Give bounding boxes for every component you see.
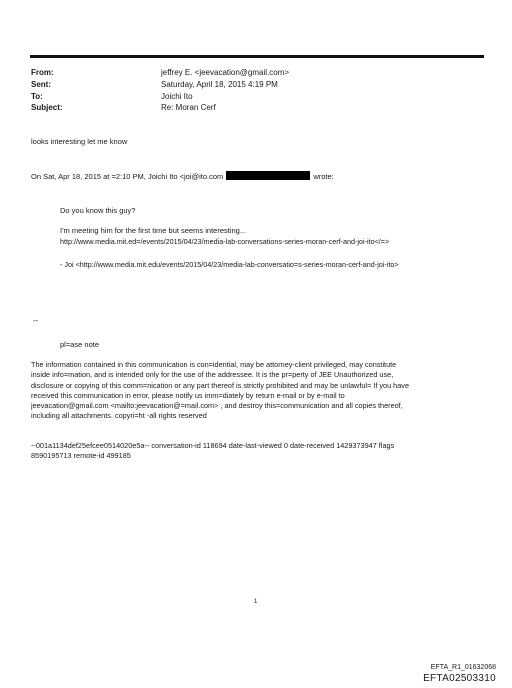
quoted-line-2: I'm meeting him for the first time but seems interesting... [60,226,247,235]
bates-stamp-1: EFTA_R1_01632068 [430,664,496,671]
metadata [31,441,394,462]
disclaimer-line: disclosure or copying of this comm=nication or any part thereof is strictly prohibited and may be unlawful= If you have [31,380,410,390]
reply-text: looks interesting let me know [31,137,128,146]
to-value: Joichi Ito [161,92,193,101]
metadata-line: --001a1134def25efcee0514020e5a-- conversation-id 118694 date-last-viewed 0 date-received 1429373947 flags [31,441,395,450]
header-rule [30,55,484,58]
bates-stamp-2: EFTA02503310 [423,673,496,684]
from-label: From: [31,68,54,77]
disclaimer-line: including all attachments. copyri=ht -all rights reserved [31,411,207,421]
redaction-bar [226,171,310,180]
subject-label: Subject: [31,103,63,112]
sent-value: Saturday, April 18, 2015 4:19 PM [161,80,278,89]
quoted-signature-link[interactable]: - Joi <http://www.media.mit.edu/events/2015/04/23/media-lab-conversatio=s-series-moran-cerf-and-joi-ito> [60,260,399,269]
quote-intro-wrote: wrote: [313,172,334,181]
to-label: To: [31,92,43,101]
quote-intro [31,171,334,182]
disclaimer-line: The information contained in this communication is con=idential, may be attorney-client privileged, may constitute [31,360,397,369]
separator: -- [33,316,38,325]
disclaimer-line: jeevacation@gmail.com <mailto:jeevacation@=mail.com> , and destroy this=communication and all copies thereof, [31,401,403,411]
page-number: 1 [254,599,258,605]
disclaimer-line: received this communication in error, please notify us imm=diately by return e-mail or by e-mail to [31,390,345,400]
metadata-line: 8590195713 remote-id 499185 [31,451,131,461]
sent-label: Sent: [31,80,51,89]
quote-intro-text: On Sat, Apr 18, 2015 at =2:10 PM, Joichi Ito <joi@ito.com [31,172,224,181]
from-value: jeffrey E. <jeevacation@gmail.com> [161,68,290,77]
disclaimer-line: inside info=mation, and is intended only for the use of the addressee. It is the pr=perty of JEE Unauthorized use, [31,370,394,380]
please-note: pl=ase note [60,340,99,349]
subject-value: Re: Moran Cerf [161,103,216,112]
quoted-link-1[interactable]: http://www.media.mit.ed=/events/2015/04/23/media-lab-conversations-series-moran-cerf-and-joi-ito</=> [60,237,390,246]
quoted-line-1: Do you know this guy? [60,206,136,215]
disclaimer [31,360,409,422]
